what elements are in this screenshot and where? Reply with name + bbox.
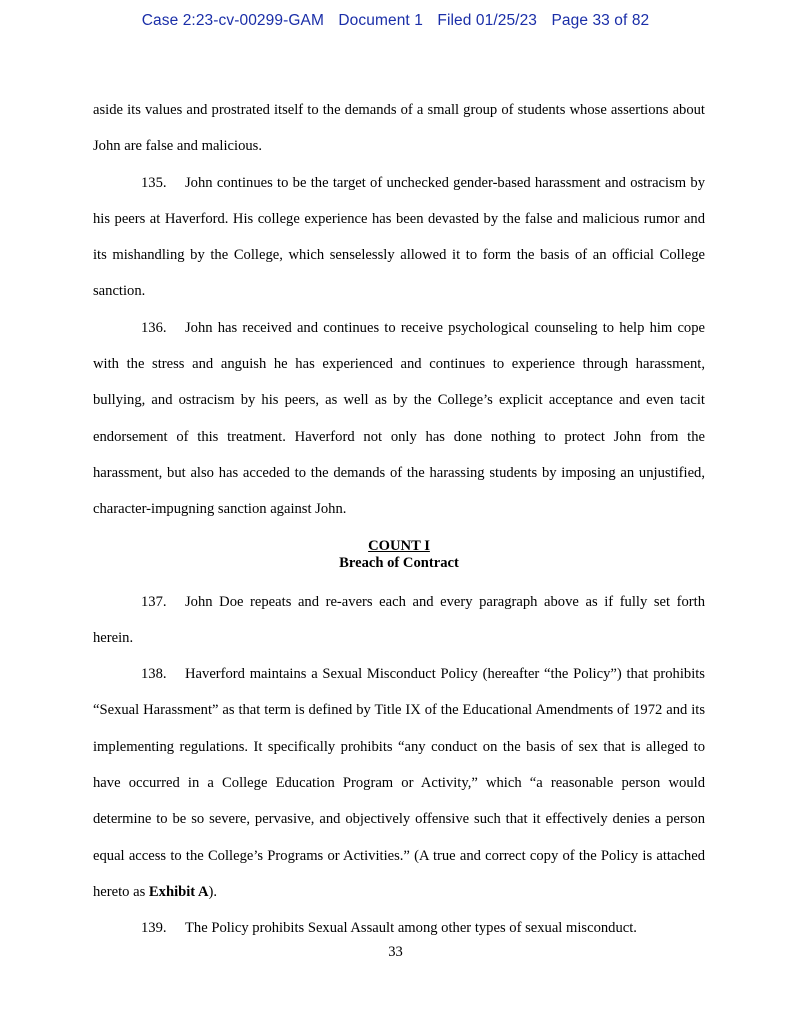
paragraph-text: John Doe repeats and re-avers each and every paragraph above as if fully set forth herein. bbox=[93, 593, 705, 646]
paragraph-138 bbox=[93, 656, 705, 910]
filed-date: Filed 01/25/23 bbox=[437, 12, 538, 29]
count-title: COUNT I bbox=[368, 537, 430, 554]
paragraph-text: aside its values and prostrated itself to the demands of a small group of students whose assertions about John are false and malicious. bbox=[93, 102, 705, 155]
count-heading bbox=[93, 538, 705, 572]
paragraph-text-end: ). bbox=[208, 883, 218, 900]
paragraph-136 bbox=[93, 310, 705, 528]
document-body bbox=[93, 92, 705, 947]
page-number: 33 bbox=[388, 944, 403, 960]
paragraph-139 bbox=[93, 910, 705, 946]
paragraph-137 bbox=[93, 584, 705, 657]
exhibit-reference: Exhibit A bbox=[148, 883, 209, 900]
paragraph-number: 139. bbox=[141, 920, 167, 937]
paragraph-number: 138. bbox=[141, 666, 167, 683]
paragraph-continued bbox=[93, 92, 705, 165]
paragraph-135 bbox=[93, 165, 705, 310]
case-header bbox=[0, 12, 791, 30]
paragraph-text: John continues to be the target of unchecked gender-based harassment and ostracism by his peers at Haverford. His college experience has been devasted by the false and malicious rumor and its mishandling by the College, which senselessly allowed it to form the basis of an official College sanction. bbox=[93, 174, 705, 300]
document-number: Document 1 bbox=[338, 12, 423, 29]
case-number: Case 2:23-cv-00299-GAM bbox=[141, 12, 324, 29]
count-subtitle: Breach of Contract bbox=[339, 554, 459, 571]
paragraph-text: Haverford maintains a Sexual Misconduct Policy (hereafter “the Policy”) that prohibits “Sexual Harassment” as that term is defined by Title IX of the Educational Amendments of 1972 and its implementing regulations. It specifically prohibits “any conduct on the basis of sex that is alleged to have occurred in a College Education Program or Activity,” which “a reasonable person would determine to be so severe, pervasive, and objectively offensive such that it effectively denies a person equal access to the College’s Programs or Activities.” (A true and correct copy of the Policy is attached hereto as bbox=[93, 666, 705, 900]
paragraph-text: John has received and continues to receive psychological counseling to help him cope with the stress and anguish he has experienced and continues to experience through harassment, bullying, and ostracism by his peers, as well as by the College’s explicit acceptance and even tacit endorsement of this treatment. Haverford not only has done nothing to protect John from the harassment, but also has acceded to the demands of the harassing students by imposing an unjustified, character-impugning sanction against John. bbox=[93, 319, 705, 518]
paragraph-number: 135. bbox=[141, 174, 167, 191]
paragraph-text: The Policy prohibits Sexual Assault among other types of sexual misconduct. bbox=[185, 920, 637, 937]
paragraph-number: 137. bbox=[141, 593, 167, 610]
page-indicator: Page 33 of 82 bbox=[551, 12, 650, 29]
paragraph-number: 136. bbox=[141, 319, 167, 336]
